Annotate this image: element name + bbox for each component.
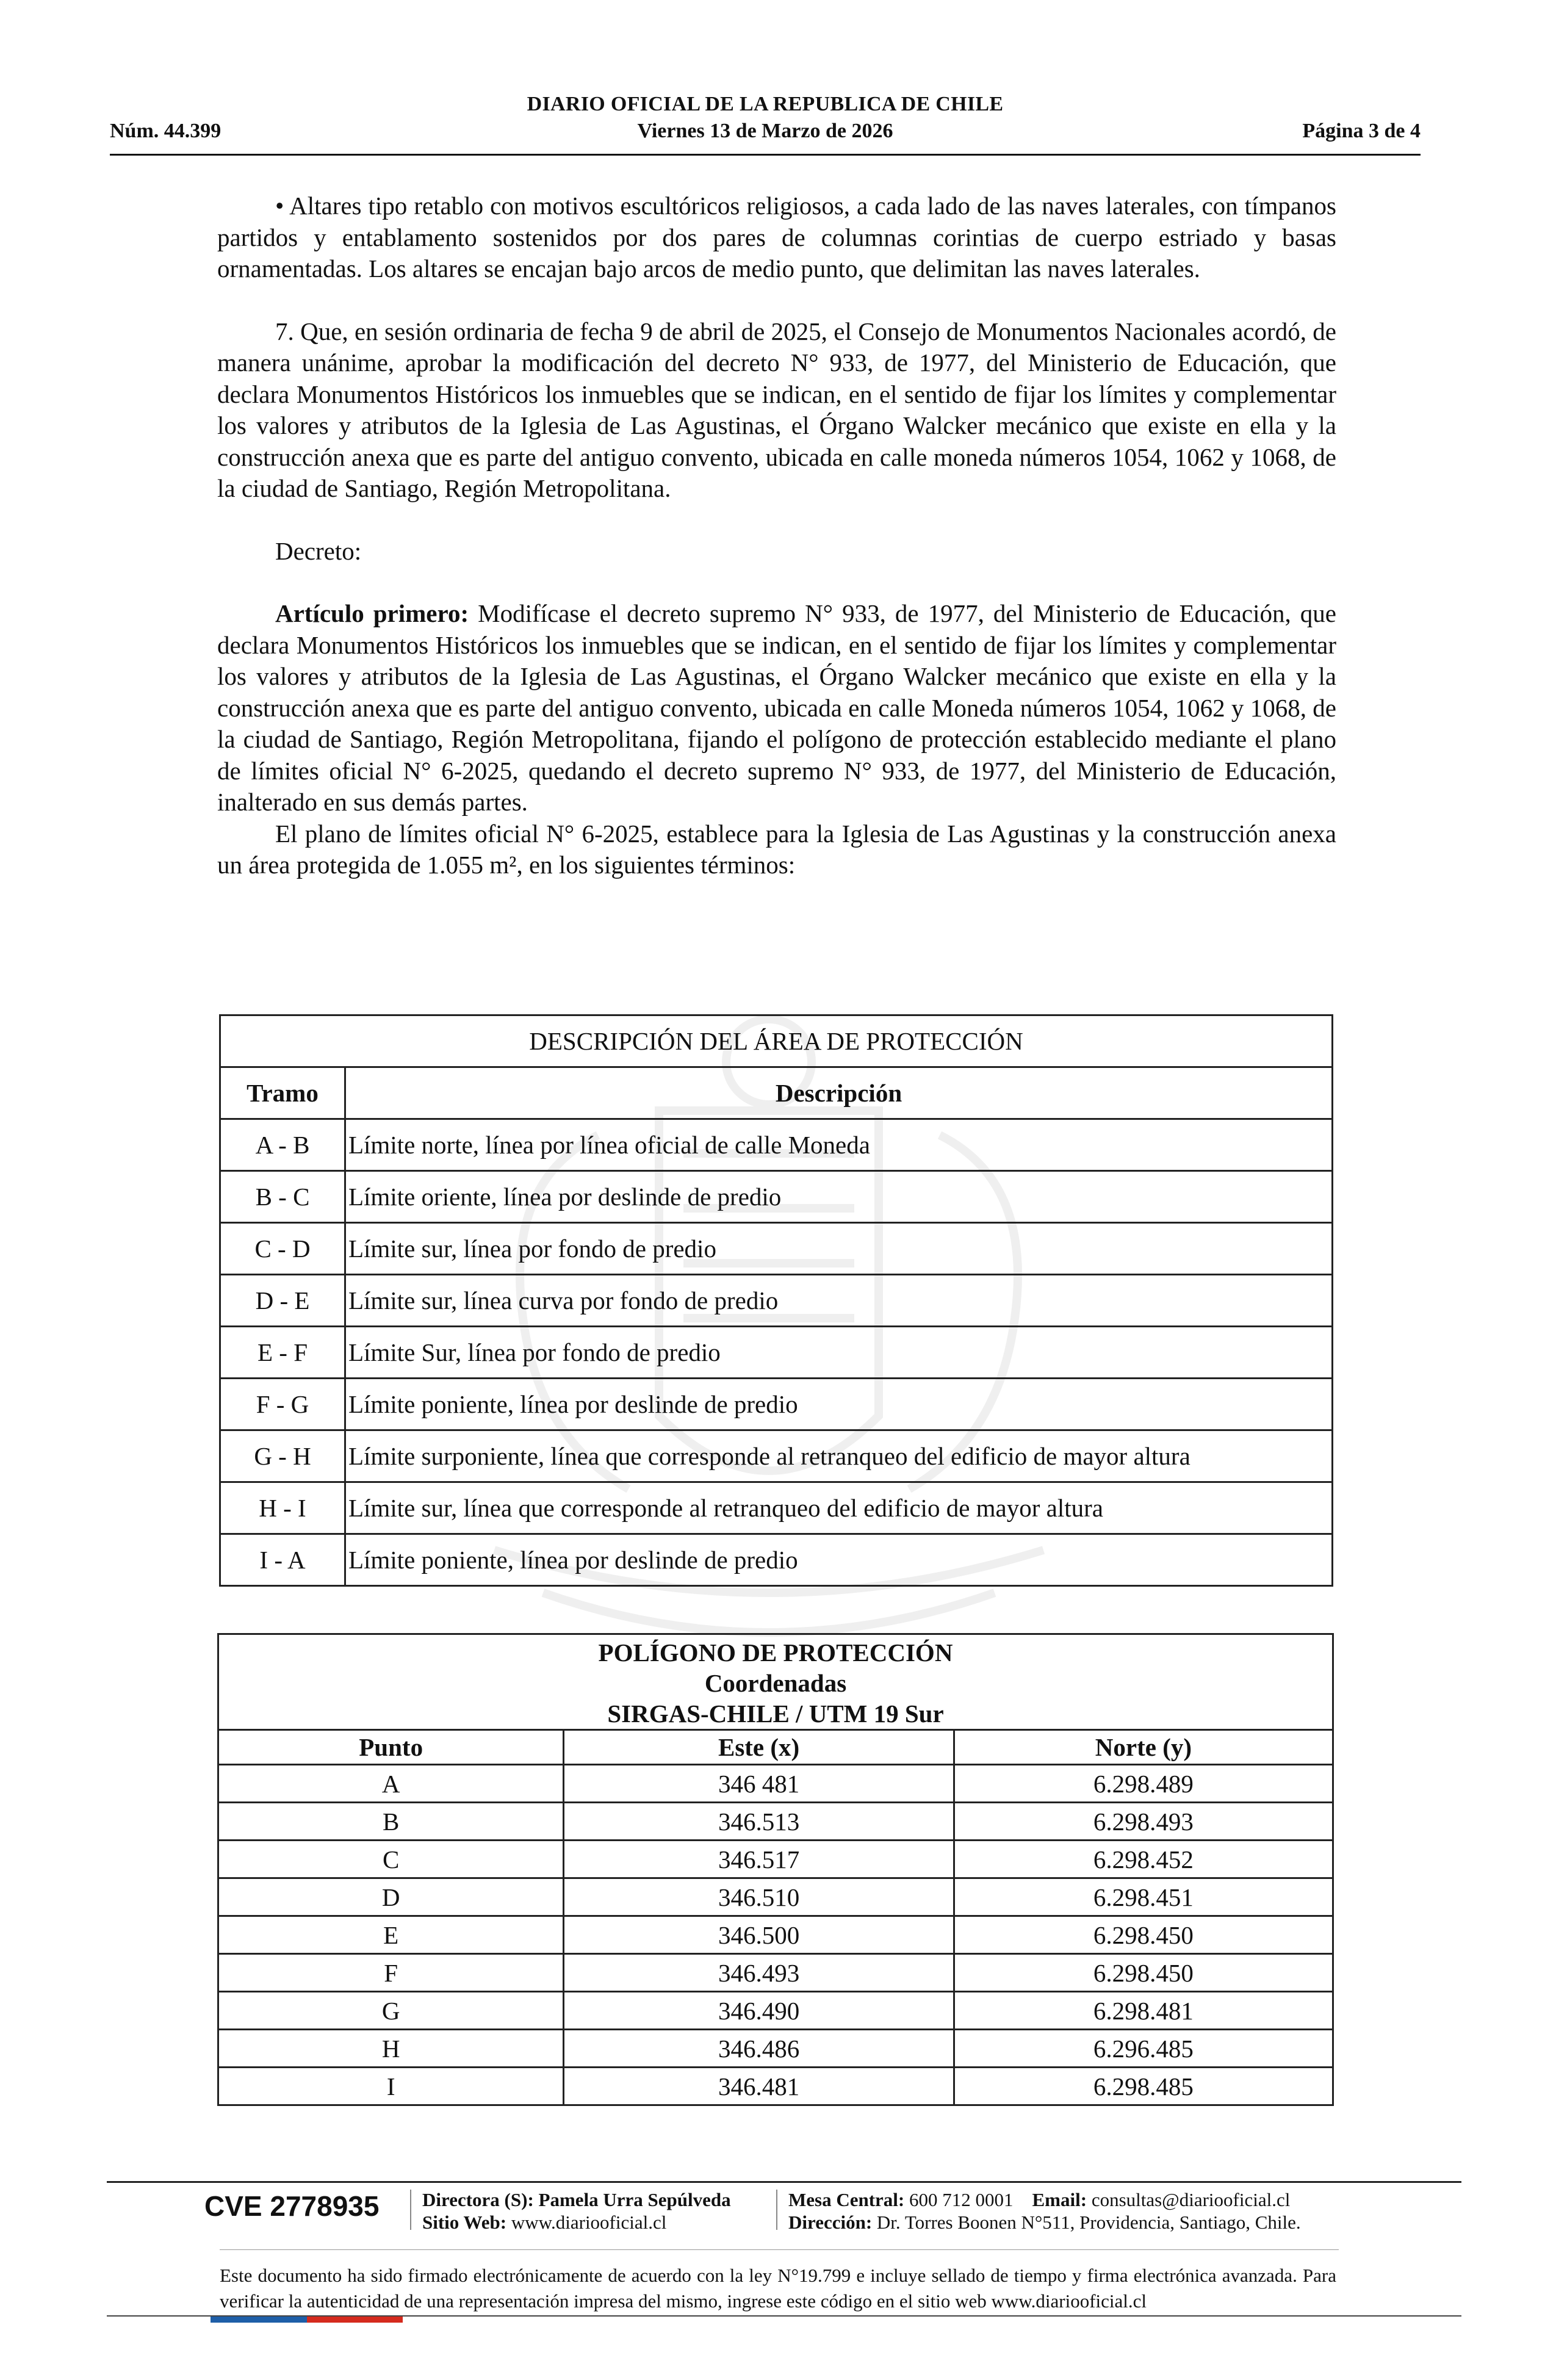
tramo-cell: F - G <box>220 1379 345 1430</box>
punto-cell: D <box>218 1878 564 1916</box>
este-header: Este (x) <box>564 1730 954 1765</box>
este-cell: 346.510 <box>564 1878 954 1916</box>
norte-header: Norte (y) <box>954 1730 1333 1765</box>
footer-director-block <box>422 2188 731 2234</box>
issue-number: Núm. 44.399 <box>110 120 222 142</box>
este-cell: 346.493 <box>564 1954 954 1992</box>
polygon-coordinates-table <box>217 1633 1334 2106</box>
table-row <box>220 1482 1333 1534</box>
tramo-cell: C - D <box>220 1223 345 1275</box>
norte-cell: 6.298.451 <box>954 1878 1333 1916</box>
legal-note: Este documento ha sido firmado electrónicamente de acuerdo con la ley N°19.799 e incluye sellado de tiempo y firma electrónica avanzada. Para verificar la autenticidad de una representación impresa del mismo, ingrese este código en el sitio web www.diariooficial.cl <box>220 2265 1336 2312</box>
este-cell: 346.481 <box>564 2068 954 2105</box>
email-label: Email: <box>1032 2189 1087 2210</box>
decreto-heading: Decreto: <box>275 536 362 565</box>
tramo-cell: E - F <box>220 1327 345 1379</box>
table-row <box>220 1119 1333 1171</box>
flag-stripe-blue <box>211 2317 307 2323</box>
direccion-value: Dr. Torres Boonen N°511, Providencia, Santiago, Chile. <box>872 2212 1301 2233</box>
mesa-label: Mesa Central: <box>788 2189 905 2210</box>
article-label: Artículo primero: <box>275 599 469 627</box>
issue-date: Viernes 13 de Marzo de 2026 <box>637 120 893 142</box>
table-row <box>220 1327 1333 1379</box>
este-cell: 346.486 <box>564 2030 954 2068</box>
table-row <box>218 1916 1333 1954</box>
tramo-cell: G - H <box>220 1430 345 1482</box>
footer-contact-block <box>788 2188 1301 2234</box>
mesa-phone: 600 712 0001 <box>904 2189 1014 2210</box>
este-cell: 346.490 <box>564 1992 954 2030</box>
tramo-cell: A - B <box>220 1119 345 1171</box>
email-link[interactable]: consultas@diariooficial.cl <box>1087 2189 1291 2210</box>
tramo-header: Tramo <box>220 1067 345 1119</box>
punto-cell: B <box>218 1803 564 1841</box>
header-divider <box>110 154 1421 156</box>
descripcion-cell: Límite Sur, línea por fondo de predio <box>345 1327 1333 1379</box>
norte-cell: 6.298.481 <box>954 1992 1333 2030</box>
norte-cell: 6.298.485 <box>954 2068 1333 2105</box>
article-text: Modifícase el decreto supremo N° 933, de 1977, del Ministerio de Educación, que declara Monumentos Históricos los inmuebles que se indican, en el sentido de fijar los límites y complementar los valores y atributos de la Iglesia de Las Agustinas, el Órgano Walcker mecánico que existe en ella y la construcción anexa que es parte del antiguo convento, ubicada en calle Moneda números 1054, 1062 y 1068, de la ciudad de Santiago, Región Metropolitana, fijando el polígono de protección establecido mediante el plano de límites oficial N° 6-2025, quedando el decreto supremo N° 933, de 1977, del Ministerio de Educación, inalterado en sus demás partes. <box>217 599 1336 816</box>
punto-header: Punto <box>218 1730 564 1765</box>
flag-stripe-red <box>307 2317 403 2323</box>
director-label: Directora (S): Pamela Urra Sepúlveda <box>422 2189 731 2210</box>
polygon-title-line3: SIRGAS-CHILE / UTM 19 Sur <box>607 1700 944 1728</box>
article-first <box>217 598 1336 818</box>
paragraph-7: 7. Que, en sesión ordinaria de fecha 9 de abril de 2025, el Consejo de Monumentos Nacionales acordó, de manera unánime, aprobar la modificación del decreto N° 933, de 1977, del Ministerio de Educación, que declara Monumentos Históricos los inmuebles que se indican, en el sentido de fijar los límites y complementar los valores y atributos de la Iglesia de Las Agustinas, el Órgano Walcker mecánico que existe en ella y la construcción anexa que es parte del antiguo convento, ubicada en calle moneda números 1054, 1062 y 1068, de la ciudad de Santiago, Región Metropolitana. <box>217 317 1336 502</box>
tramo-cell: I - A <box>220 1534 345 1586</box>
punto-cell: C <box>218 1841 564 1878</box>
table-row <box>220 1430 1333 1482</box>
page-header <box>110 93 1421 154</box>
table-row <box>218 1841 1333 1878</box>
table-row <box>220 1275 1333 1327</box>
norte-cell: 6.298.450 <box>954 1954 1333 1992</box>
page-number: Página 3 de 4 <box>1302 120 1421 142</box>
punto-cell: G <box>218 1992 564 2030</box>
area-table-title: DESCRIPCIÓN DEL ÁREA DE PROTECCIÓN <box>220 1015 1333 1067</box>
table-row <box>220 1534 1333 1586</box>
web-link[interactable]: www.diariooficial.cl <box>506 2212 667 2233</box>
descripcion-cell: Límite poniente, línea por deslinde de predio <box>345 1534 1333 1586</box>
descripcion-cell: Límite sur, línea que corresponde al retranqueo del edificio de mayor altura <box>345 1482 1333 1534</box>
descripcion-header: Descripción <box>345 1067 1333 1119</box>
protection-area-table <box>219 1014 1333 1587</box>
footer-separator <box>410 2190 411 2230</box>
punto-cell: I <box>218 2068 564 2105</box>
polygon-title-line1: POLÍGONO DE PROTECCIÓN <box>598 1639 953 1667</box>
punto-cell: A <box>218 1765 564 1803</box>
este-cell: 346 481 <box>564 1765 954 1803</box>
bullet-paragraph: • Altares tipo retablo con motivos escultóricos religiosos, a cada lado de las naves laterales, con tímpanos partidos y entablamento sostenidos por dos pares de columnas corintias de cuerpo estriado y basas ornamentadas. Los altares se encajan bajo arcos de medio punto, que delimitan las naves laterales. <box>217 192 1336 283</box>
tramo-cell: B - C <box>220 1171 345 1223</box>
descripcion-cell: Límite surponiente, línea que corresponde al retranqueo del edificio de mayor altura <box>345 1430 1333 1482</box>
este-cell: 346.517 <box>564 1841 954 1878</box>
norte-cell: 6.298.493 <box>954 1803 1333 1841</box>
punto-cell: H <box>218 2030 564 2068</box>
norte-cell: 6.298.450 <box>954 1916 1333 1954</box>
direccion-label: Dirección: <box>788 2212 873 2233</box>
table-row <box>218 1803 1333 1841</box>
table-row <box>218 1765 1333 1803</box>
polygon-title-line2: Coordenadas <box>704 1669 847 1697</box>
table-row <box>220 1223 1333 1275</box>
descripcion-cell: Límite poniente, línea por deslinde de predio <box>345 1379 1333 1430</box>
document-body <box>217 190 1336 881</box>
footer-separator <box>776 2190 777 2230</box>
table-row <box>218 1878 1333 1916</box>
cve-code: CVE 2778935 <box>204 2190 380 2222</box>
publication-title: DIARIO OFICIAL DE LA REPUBLICA DE CHILE <box>527 93 1004 115</box>
table-row <box>220 1379 1333 1430</box>
table-row <box>220 1171 1333 1223</box>
punto-cell: F <box>218 1954 564 1992</box>
este-cell: 346.513 <box>564 1803 954 1841</box>
plano-paragraph: El plano de límites oficial N° 6-2025, establece para la Iglesia de Las Agustinas y la construcción anexa un área protegida de 1.055 m², en los siguientes términos: <box>217 819 1336 879</box>
table-row <box>218 1954 1333 1992</box>
table-row <box>218 1992 1333 2030</box>
este-cell: 346.500 <box>564 1916 954 1954</box>
table-row <box>218 2068 1333 2105</box>
footer-inner-divider <box>220 2249 1339 2250</box>
descripcion-cell: Límite norte, línea por línea oficial de calle Moneda <box>345 1119 1333 1171</box>
descripcion-cell: Límite oriente, línea por deslinde de predio <box>345 1171 1333 1223</box>
norte-cell: 6.296.485 <box>954 2030 1333 2068</box>
norte-cell: 6.298.489 <box>954 1765 1333 1803</box>
web-label: Sitio Web: <box>422 2212 507 2233</box>
tramo-cell: H - I <box>220 1482 345 1534</box>
tramo-cell: D - E <box>220 1275 345 1327</box>
footer-top-divider <box>107 2181 1461 2183</box>
norte-cell: 6.298.452 <box>954 1841 1333 1878</box>
polygon-table-title <box>218 1634 1333 1730</box>
descripcion-cell: Límite sur, línea por fondo de predio <box>345 1223 1333 1275</box>
table-row <box>218 2030 1333 2068</box>
descripcion-cell: Límite sur, línea curva por fondo de predio <box>345 1275 1333 1327</box>
punto-cell: E <box>218 1916 564 1954</box>
